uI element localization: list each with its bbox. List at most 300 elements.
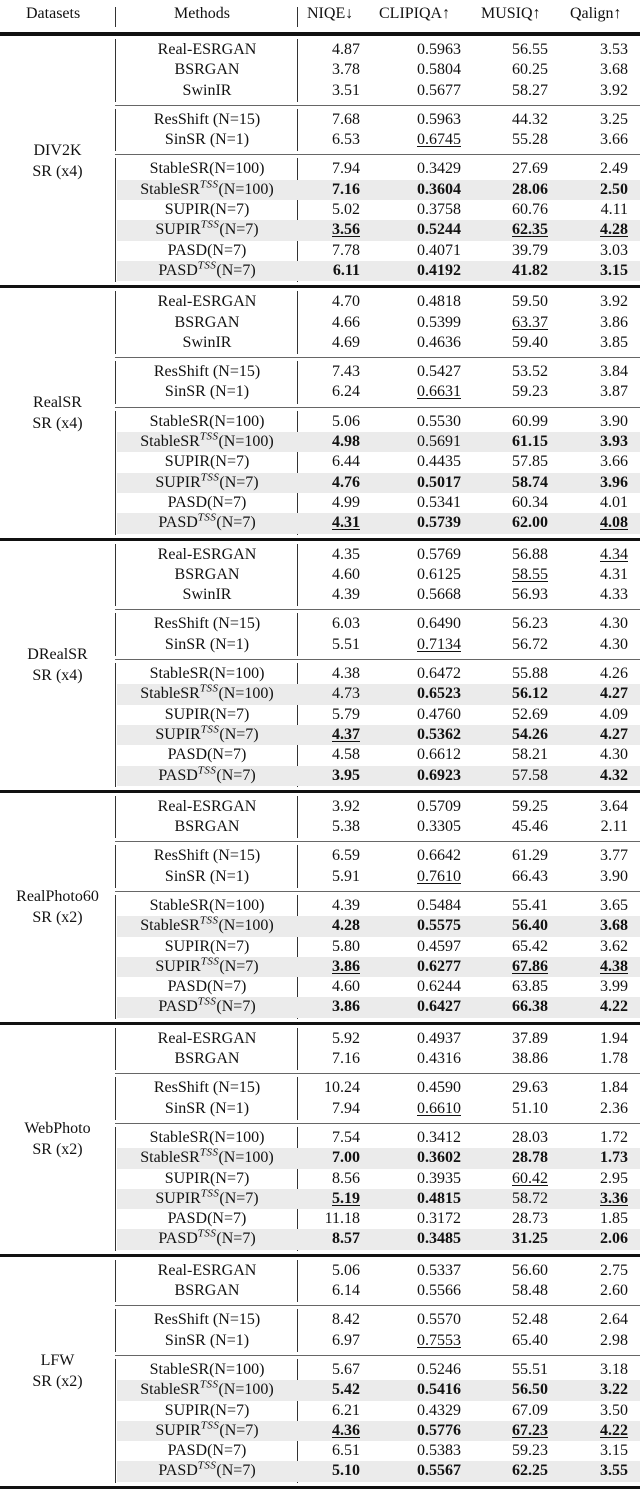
method-cell bbox=[117, 1169, 297, 1189]
method-superscript: TSS bbox=[199, 682, 219, 695]
table-row bbox=[117, 997, 640, 1017]
niqe-value: 5.06 bbox=[332, 412, 360, 430]
dataset-name: DIV2K bbox=[33, 141, 82, 159]
musiq-value: 27.69 bbox=[512, 160, 548, 178]
clipiqa-value: 0.5362 bbox=[417, 725, 461, 743]
clipiqa-value: 0.5017 bbox=[417, 473, 461, 491]
method-steps: (N=7) bbox=[216, 261, 256, 279]
qalign-value: 4.11 bbox=[600, 201, 628, 219]
dataset-section bbox=[0, 541, 640, 793]
musiq-value: 65.42 bbox=[512, 937, 548, 955]
method-group bbox=[115, 105, 640, 155]
method-name: SwinIR bbox=[182, 81, 232, 99]
method-cell bbox=[117, 1049, 297, 1069]
musiq-value: 39.79 bbox=[512, 241, 548, 259]
table-row bbox=[115, 313, 640, 333]
niqe-value: 7.00 bbox=[332, 1149, 360, 1167]
method-name: StableSR bbox=[140, 1149, 200, 1167]
qalign-value: 1.72 bbox=[600, 1128, 628, 1146]
clipiqa-value: 0.6125 bbox=[417, 565, 461, 583]
clipiqa-value: 0.6631 bbox=[417, 383, 461, 401]
qalign-value: 4.27 bbox=[600, 685, 628, 703]
dataset-section bbox=[0, 288, 640, 540]
method-cell bbox=[117, 817, 297, 837]
dataset-name: RealSR bbox=[33, 393, 82, 411]
niqe-value: 4.39 bbox=[332, 586, 360, 604]
method-name: SUPIR(N=7) bbox=[164, 1169, 250, 1187]
clipiqa-value: 0.5668 bbox=[417, 586, 461, 604]
qalign-value: 2.36 bbox=[600, 1099, 628, 1117]
niqe-value: 4.31 bbox=[332, 514, 360, 532]
method-group bbox=[115, 1257, 640, 1306]
clipiqa-value: 0.6610 bbox=[417, 1099, 461, 1117]
table-row bbox=[115, 817, 640, 837]
table-row bbox=[115, 1078, 640, 1098]
dataset-scale: SR (x4) bbox=[32, 162, 83, 180]
niqe-value: 8.42 bbox=[332, 1311, 360, 1329]
method-cell bbox=[117, 313, 297, 333]
clipiqa-value: 0.5399 bbox=[417, 313, 461, 331]
niqe-value: 7.94 bbox=[332, 1099, 360, 1117]
method-cell bbox=[117, 997, 297, 1017]
method-group bbox=[115, 154, 640, 285]
musiq-value: 28.06 bbox=[512, 180, 548, 198]
clipiqa-value: 0.5567 bbox=[417, 1462, 461, 1480]
niqe-value: 5.79 bbox=[332, 705, 360, 723]
table-row bbox=[115, 1261, 640, 1281]
dataset-label bbox=[0, 1350, 115, 1392]
niqe-value: 6.21 bbox=[332, 1401, 360, 1419]
clipiqa-value: 0.3172 bbox=[417, 1210, 461, 1228]
method-name: StableSR(N=100) bbox=[149, 160, 265, 178]
qalign-value: 4.30 bbox=[600, 615, 628, 633]
clipiqa-value: 0.4818 bbox=[417, 293, 461, 311]
qalign-value: 3.85 bbox=[600, 333, 628, 351]
musiq-value: 56.50 bbox=[512, 1381, 548, 1399]
method-steps: (N=7) bbox=[216, 1230, 256, 1248]
method-group bbox=[115, 407, 640, 538]
method-steps: (N=7) bbox=[219, 957, 259, 975]
method-name: Real-ESRGAN bbox=[157, 1029, 257, 1047]
method-cell bbox=[117, 635, 297, 655]
qalign-value: 2.64 bbox=[600, 1311, 628, 1329]
niqe-value: 4.28 bbox=[332, 917, 360, 935]
qalign-value: 1.85 bbox=[600, 1210, 628, 1228]
method-steps: (N=100) bbox=[218, 685, 274, 703]
clipiqa-value: 0.6427 bbox=[417, 998, 461, 1016]
qalign-value: 3.03 bbox=[600, 241, 628, 259]
method-cell bbox=[117, 916, 297, 936]
method-steps: (N=7) bbox=[219, 1189, 259, 1207]
method-cell bbox=[117, 40, 297, 60]
method-group bbox=[115, 1025, 640, 1074]
musiq-value: 62.35 bbox=[512, 221, 548, 239]
method-name: ResShift (N=15) bbox=[153, 1311, 261, 1329]
method-name: BSRGAN bbox=[174, 61, 240, 79]
method-cell bbox=[117, 1461, 297, 1481]
method-name: PASD(N=7) bbox=[167, 978, 247, 996]
method-name: PASD(N=7) bbox=[167, 493, 247, 511]
table-row bbox=[117, 1189, 640, 1209]
niqe-value: 5.92 bbox=[332, 1029, 360, 1047]
table-body bbox=[0, 36, 640, 1489]
method-cell bbox=[117, 1380, 297, 1400]
table-row bbox=[115, 797, 640, 817]
clipiqa-value: 0.5484 bbox=[417, 896, 461, 914]
method-cell bbox=[117, 797, 297, 817]
table-row bbox=[117, 684, 640, 704]
musiq-value: 52.48 bbox=[512, 1311, 548, 1329]
musiq-value: 38.86 bbox=[512, 1050, 548, 1068]
method-steps: (N=7) bbox=[216, 1462, 256, 1480]
niqe-value: 8.56 bbox=[332, 1169, 360, 1187]
musiq-value: 57.85 bbox=[512, 453, 548, 471]
qalign-value: 2.11 bbox=[600, 818, 628, 836]
musiq-value: 44.32 bbox=[512, 110, 548, 128]
method-cell bbox=[117, 159, 297, 179]
method-cell bbox=[117, 684, 297, 704]
table-row bbox=[115, 159, 640, 179]
niqe-value: 5.02 bbox=[332, 201, 360, 219]
musiq-value: 56.23 bbox=[512, 615, 548, 633]
method-steps: (N=7) bbox=[219, 221, 259, 239]
niqe-value: 4.73 bbox=[332, 685, 360, 703]
niqe-value: 7.94 bbox=[332, 160, 360, 178]
clipiqa-value: 0.7610 bbox=[417, 867, 461, 885]
method-name: BSRGAN bbox=[174, 818, 240, 836]
method-name: SinSR (N=1) bbox=[164, 867, 250, 885]
musiq-value: 58.72 bbox=[512, 1189, 548, 1207]
clipiqa-value: 0.5963 bbox=[417, 110, 461, 128]
qalign-value: 3.36 bbox=[600, 1189, 628, 1207]
niqe-value: 4.87 bbox=[332, 41, 360, 58]
musiq-value: 58.21 bbox=[512, 746, 548, 764]
header-datasets: Datasets bbox=[26, 5, 81, 22]
musiq-value: 56.40 bbox=[512, 917, 548, 935]
table-row bbox=[115, 292, 640, 312]
method-name: PASD bbox=[158, 998, 198, 1016]
qalign-value: 3.15 bbox=[600, 1442, 628, 1460]
method-cell bbox=[117, 1128, 297, 1148]
method-name: StableSR bbox=[140, 433, 200, 451]
method-group bbox=[115, 36, 640, 105]
musiq-value: 61.29 bbox=[512, 847, 548, 865]
method-group bbox=[115, 1123, 640, 1254]
clipiqa-value: 0.5246 bbox=[417, 1360, 461, 1378]
musiq-value: 60.99 bbox=[512, 412, 548, 430]
musiq-value: 60.34 bbox=[512, 493, 548, 511]
clipiqa-value: 0.4329 bbox=[417, 1401, 461, 1419]
method-cell bbox=[117, 362, 297, 382]
method-name: StableSR(N=100) bbox=[149, 665, 265, 683]
method-cell bbox=[117, 896, 297, 916]
musiq-value: 54.26 bbox=[512, 725, 548, 743]
method-name: SinSR (N=1) bbox=[164, 131, 250, 149]
clipiqa-value: 0.4316 bbox=[417, 1050, 461, 1068]
musiq-value: 65.40 bbox=[512, 1331, 548, 1349]
niqe-value: 3.92 bbox=[332, 797, 360, 815]
musiq-value: 55.51 bbox=[512, 1360, 548, 1378]
qalign-value: 3.62 bbox=[600, 937, 628, 955]
method-name: ResShift (N=15) bbox=[153, 847, 261, 865]
table-row bbox=[115, 1029, 640, 1049]
table-header bbox=[0, 0, 640, 36]
niqe-value: 6.97 bbox=[332, 1331, 360, 1349]
clipiqa-value: 0.6642 bbox=[417, 847, 461, 865]
method-name: BSRGAN bbox=[174, 313, 240, 331]
niqe-value: 5.51 bbox=[332, 635, 360, 653]
method-name: SUPIR(N=7) bbox=[164, 937, 250, 955]
method-cell bbox=[117, 937, 297, 957]
niqe-value: 5.10 bbox=[332, 1462, 360, 1480]
method-name: ResShift (N=15) bbox=[153, 1079, 261, 1097]
qalign-value: 3.87 bbox=[600, 383, 628, 401]
dataset-section bbox=[0, 36, 640, 288]
dataset-section bbox=[0, 1025, 640, 1257]
qalign-value: 4.38 bbox=[600, 957, 628, 975]
table-row bbox=[115, 565, 640, 585]
method-name: StableSR bbox=[140, 180, 200, 198]
method-steps: (N=7) bbox=[219, 473, 259, 491]
method-name: SUPIR bbox=[155, 221, 201, 239]
method-name: SUPIR(N=7) bbox=[164, 1401, 250, 1419]
table-row bbox=[117, 1461, 640, 1481]
qalign-value: 3.53 bbox=[600, 41, 628, 58]
method-cell bbox=[117, 333, 297, 353]
table-row bbox=[117, 766, 640, 786]
qalign-value: 2.60 bbox=[600, 1282, 628, 1300]
musiq-value: 60.42 bbox=[512, 1169, 548, 1187]
method-cell bbox=[117, 1331, 297, 1351]
method-cell bbox=[117, 977, 297, 997]
dataset-label bbox=[0, 886, 115, 928]
table-row bbox=[115, 545, 640, 565]
clipiqa-value: 0.6923 bbox=[417, 766, 461, 784]
method-steps: (N=100) bbox=[218, 1149, 274, 1167]
method-name: PASD bbox=[158, 1230, 198, 1248]
method-steps: (N=7) bbox=[216, 514, 256, 532]
dataset-scale: SR (x2) bbox=[32, 909, 83, 927]
musiq-value: 60.76 bbox=[512, 201, 548, 219]
qalign-value: 3.15 bbox=[600, 261, 628, 279]
clipiqa-value: 0.6612 bbox=[417, 746, 461, 764]
method-cell bbox=[117, 957, 297, 977]
table-row bbox=[117, 1421, 640, 1441]
musiq-value: 55.28 bbox=[512, 131, 548, 149]
clipiqa-value: 0.5530 bbox=[417, 412, 461, 430]
method-group bbox=[115, 288, 640, 357]
method-cell bbox=[117, 220, 297, 240]
niqe-value: 3.56 bbox=[332, 221, 360, 239]
clipiqa-value: 0.5566 bbox=[417, 1282, 461, 1300]
niqe-value: 5.19 bbox=[332, 1189, 360, 1207]
niqe-value: 4.36 bbox=[332, 1421, 360, 1439]
method-cell bbox=[117, 1209, 297, 1229]
header-clipiqa: CLIPIQA↑ bbox=[379, 5, 451, 22]
niqe-value: 5.67 bbox=[332, 1360, 360, 1378]
qalign-value: 4.30 bbox=[600, 635, 628, 653]
method-name: PASD bbox=[158, 514, 198, 532]
method-superscript: TSS bbox=[197, 511, 217, 524]
table-row bbox=[115, 130, 640, 150]
niqe-value: 6.53 bbox=[332, 131, 360, 149]
dataset-label bbox=[0, 1118, 115, 1160]
dataset-name: LFW bbox=[40, 1352, 75, 1370]
clipiqa-value: 0.6244 bbox=[417, 978, 461, 996]
method-cell bbox=[117, 1360, 297, 1380]
qalign-value: 3.99 bbox=[600, 978, 628, 996]
table-row bbox=[115, 896, 640, 916]
niqe-value: 7.54 bbox=[332, 1128, 360, 1146]
niqe-value: 4.76 bbox=[332, 473, 360, 491]
qalign-value: 3.84 bbox=[600, 363, 628, 381]
method-group bbox=[115, 1073, 640, 1123]
musiq-value: 59.50 bbox=[512, 293, 548, 311]
dataset-section bbox=[0, 793, 640, 1025]
method-superscript: TSS bbox=[200, 1419, 220, 1432]
method-cell bbox=[117, 110, 297, 130]
niqe-value: 3.51 bbox=[332, 81, 360, 99]
method-name: SUPIR bbox=[155, 1421, 201, 1439]
table-row bbox=[115, 1049, 640, 1069]
niqe-value: 4.58 bbox=[332, 746, 360, 764]
method-cell bbox=[117, 846, 297, 866]
clipiqa-value: 0.4590 bbox=[417, 1079, 461, 1097]
method-cell bbox=[117, 513, 297, 533]
method-superscript: TSS bbox=[199, 178, 219, 191]
method-cell bbox=[117, 1078, 297, 1098]
dataset-label bbox=[0, 140, 115, 182]
clipiqa-value: 0.6523 bbox=[417, 685, 461, 703]
method-name: ResShift (N=15) bbox=[153, 110, 261, 128]
dataset-name: DRealSR bbox=[27, 646, 88, 664]
table-row bbox=[115, 1401, 640, 1421]
method-cell bbox=[117, 180, 297, 200]
qalign-value: 3.96 bbox=[600, 473, 628, 491]
qalign-value: 3.64 bbox=[600, 797, 628, 815]
musiq-value: 62.00 bbox=[512, 514, 548, 532]
table-row bbox=[115, 635, 640, 655]
method-group bbox=[115, 1355, 640, 1486]
method-cell bbox=[117, 1148, 297, 1168]
method-cell bbox=[117, 1441, 297, 1461]
method-name: PASD(N=7) bbox=[167, 241, 247, 259]
table-row bbox=[115, 867, 640, 887]
method-name: SwinIR bbox=[182, 333, 232, 351]
method-cell bbox=[117, 261, 297, 281]
method-name: PASD bbox=[158, 261, 198, 279]
clipiqa-value: 0.4597 bbox=[417, 937, 461, 955]
qalign-value: 4.31 bbox=[600, 565, 628, 583]
method-name: Real-ESRGAN bbox=[157, 41, 257, 58]
method-cell bbox=[117, 1261, 297, 1281]
clipiqa-value: 0.5804 bbox=[417, 61, 461, 79]
clipiqa-value: 0.3412 bbox=[417, 1128, 461, 1146]
method-name: StableSR(N=100) bbox=[149, 412, 265, 430]
method-steps: (N=100) bbox=[218, 180, 274, 198]
method-cell bbox=[117, 412, 297, 432]
clipiqa-value: 0.5416 bbox=[417, 1381, 461, 1399]
musiq-value: 51.10 bbox=[512, 1099, 548, 1117]
clipiqa-value: 0.5570 bbox=[417, 1311, 461, 1329]
method-name: Real-ESRGAN bbox=[157, 1261, 257, 1279]
method-cell bbox=[117, 130, 297, 150]
musiq-value: 28.73 bbox=[512, 1210, 548, 1228]
method-name: PASD bbox=[158, 1462, 198, 1480]
musiq-value: 56.12 bbox=[512, 685, 548, 703]
method-superscript: TSS bbox=[200, 723, 220, 736]
method-superscript: TSS bbox=[197, 996, 217, 1009]
clipiqa-value: 0.5963 bbox=[417, 41, 461, 58]
qalign-value: 4.27 bbox=[600, 725, 628, 743]
table-row bbox=[115, 614, 640, 634]
table-row bbox=[115, 1310, 640, 1330]
table-row bbox=[117, 1148, 640, 1168]
niqe-value: 4.35 bbox=[332, 545, 360, 563]
method-name: StableSR bbox=[140, 685, 200, 703]
header-divider bbox=[297, 7, 298, 27]
musiq-value: 59.25 bbox=[512, 797, 548, 815]
niqe-value: 4.37 bbox=[332, 725, 360, 743]
clipiqa-value: 0.6490 bbox=[417, 615, 461, 633]
table-row bbox=[115, 1360, 640, 1380]
qalign-value: 3.90 bbox=[600, 867, 628, 885]
method-steps: (N=7) bbox=[216, 766, 256, 784]
clipiqa-value: 0.3485 bbox=[417, 1230, 461, 1248]
niqe-value: 6.59 bbox=[332, 847, 360, 865]
clipiqa-value: 0.3758 bbox=[417, 201, 461, 219]
musiq-value: 58.27 bbox=[512, 81, 548, 99]
niqe-value: 7.78 bbox=[332, 241, 360, 259]
musiq-value: 41.82 bbox=[512, 261, 548, 279]
qalign-value: 4.26 bbox=[600, 665, 628, 683]
dataset-label bbox=[0, 392, 115, 434]
table-row bbox=[115, 333, 640, 353]
qalign-value: 2.49 bbox=[600, 160, 628, 178]
musiq-value: 66.38 bbox=[512, 998, 548, 1016]
dataset-label bbox=[0, 644, 115, 686]
qalign-value: 2.98 bbox=[600, 1331, 628, 1349]
table-row bbox=[115, 977, 640, 997]
method-name: SwinIR bbox=[182, 586, 232, 604]
table-row bbox=[117, 432, 640, 452]
method-name: BSRGAN bbox=[174, 1050, 240, 1068]
qalign-value: 2.75 bbox=[600, 1261, 628, 1279]
method-group bbox=[115, 609, 640, 659]
method-cell bbox=[117, 745, 297, 765]
clipiqa-value: 0.5427 bbox=[417, 363, 461, 381]
qalign-value: 3.66 bbox=[600, 131, 628, 149]
method-name: ResShift (N=15) bbox=[153, 615, 261, 633]
niqe-value: 4.98 bbox=[332, 433, 360, 451]
method-group bbox=[115, 541, 640, 610]
musiq-value: 45.46 bbox=[512, 818, 548, 836]
table-row bbox=[115, 200, 640, 220]
method-superscript: TSS bbox=[199, 914, 219, 927]
niqe-value: 6.14 bbox=[332, 1282, 360, 1300]
method-cell bbox=[117, 1310, 297, 1330]
method-steps: (N=7) bbox=[219, 1421, 259, 1439]
method-group bbox=[115, 1305, 640, 1355]
qalign-value: 3.77 bbox=[600, 847, 628, 865]
clipiqa-value: 0.4435 bbox=[417, 453, 461, 471]
header-methods: Methods bbox=[174, 5, 230, 22]
method-cell bbox=[117, 585, 297, 605]
clipiqa-value: 0.5383 bbox=[417, 1442, 461, 1460]
clipiqa-value: 0.4760 bbox=[417, 705, 461, 723]
musiq-value: 28.78 bbox=[512, 1149, 548, 1167]
niqe-value: 6.24 bbox=[332, 383, 360, 401]
